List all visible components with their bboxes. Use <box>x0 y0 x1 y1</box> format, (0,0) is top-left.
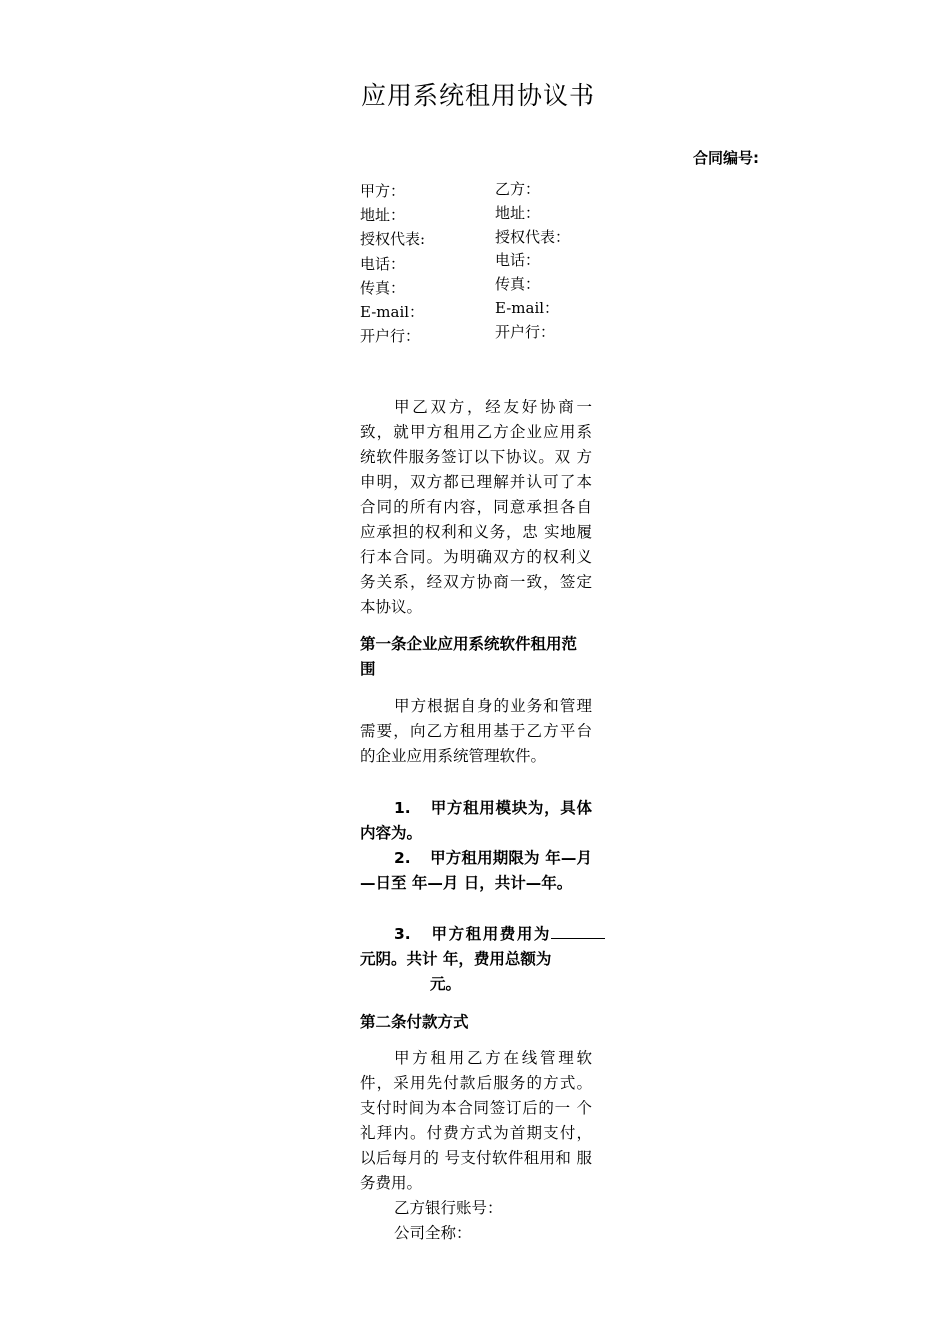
preamble-paragraph: 甲乙双方，经友好协商一致，就甲方租用乙方企业应用系统软件服务签订以下协议。双 方申明，双方都已理解并认可了本合同的所有内容，同意承担各自应承担的权利和义务，忠 实地履行本合同。为明确双方的权利义务关系，经双方协商一致，签定本协议。 <box>360 398 592 616</box>
party-b-representative: 授权代表： <box>495 227 571 246</box>
party-b-fax: 传真： <box>495 275 541 294</box>
article2-heading: 第二条付款方式 <box>360 1013 469 1031</box>
company-name-label: 公司全称： <box>394 1224 472 1242</box>
party-b-address: 地址： <box>495 203 541 222</box>
item1-text: 甲方租用模块为，具体内容为。 <box>360 799 592 842</box>
party-a-fax: 传真： <box>360 278 406 297</box>
party-a-address: 地址： <box>360 206 406 225</box>
party-b-phone: 电话： <box>495 251 541 270</box>
article1-item2 <box>360 846 592 896</box>
article1-item1 <box>360 796 592 846</box>
document-title: 应用系统租用协议书 <box>361 81 596 110</box>
article2-paragraph: 甲方租用乙方在线管理软件，采用先付款后服务的方式。支付时间为本合同签订后的一 个礼拜内。付费方式为首期支付，以后每月的 号支付软件租用和 服务费用。 <box>360 1049 592 1192</box>
contract-number-label: 合同编号: <box>693 149 759 167</box>
party-a-phone: 电话： <box>360 254 406 273</box>
item1-number: 1. <box>394 799 411 817</box>
item3-number: 3. <box>394 925 411 943</box>
item3-text-before: 甲方租用费用为 <box>430 925 551 943</box>
party-b-label: 乙方： <box>495 180 541 198</box>
party-b-bank: 开户行： <box>495 322 556 341</box>
article1-heading: 第一条企业应用系统软件租用范围 <box>360 635 578 678</box>
party-a-bank: 开户行： <box>360 327 421 346</box>
party-b-email: E-mail： <box>495 298 560 317</box>
fee-blank-line <box>551 924 605 939</box>
party-a-email: E-mail： <box>360 303 425 322</box>
item2-text: 甲方租用期限为 年—月—日至 年—月 日，共计—年。 <box>360 849 592 892</box>
article1-item3-tail: 元。 <box>430 975 462 993</box>
party-a-representative: 授权代表: <box>360 230 426 249</box>
item2-number: 2. <box>394 849 411 867</box>
bank-account-label: 乙方银行账号： <box>394 1199 503 1217</box>
party-a-block <box>360 179 425 348</box>
party-a-label: 甲方： <box>360 182 406 200</box>
article1-item3 <box>360 922 605 972</box>
article1-paragraph: 甲方根据自身的业务和管理需要，向乙方租用基于乙方平台的企业应用系统管理软件。 <box>360 697 592 765</box>
party-b-block <box>495 178 570 345</box>
item3-text-after: 元阴。共计 年，费用总额为 <box>360 950 552 968</box>
